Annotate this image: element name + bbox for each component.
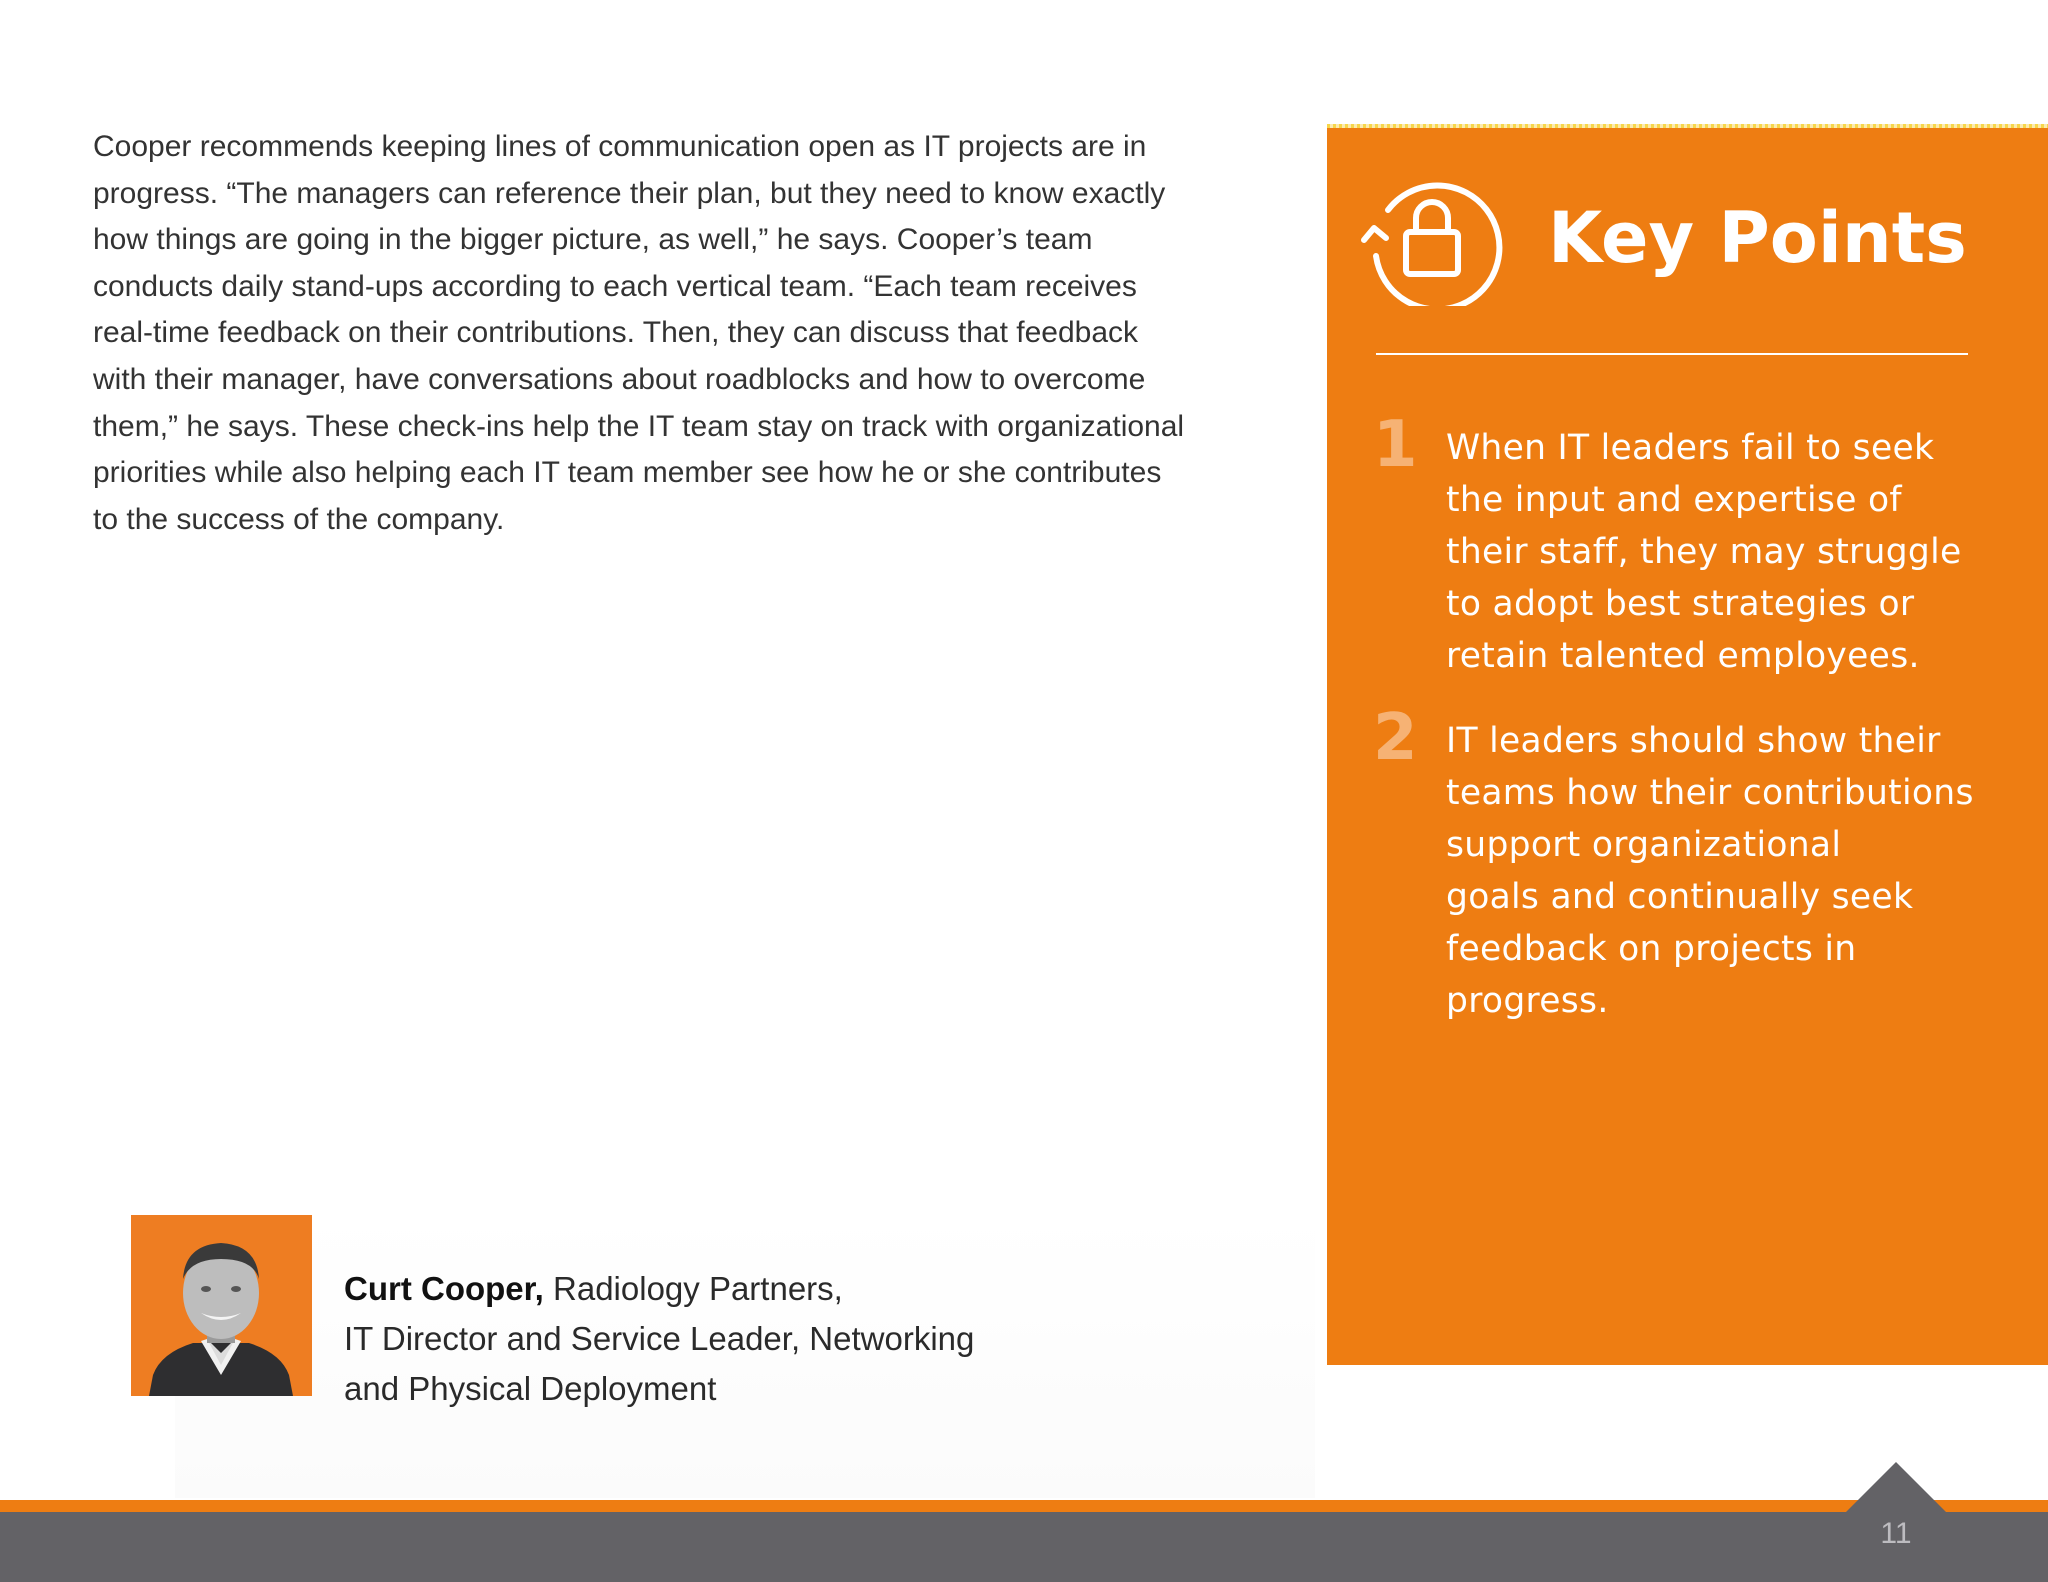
key-points-title: Key Points	[1548, 197, 1967, 279]
footer-accent-stripe	[0, 1500, 2048, 1512]
key-points-panel-edge	[1327, 124, 2048, 128]
body-paragraph: Cooper recommends keeping lines of communication open as IT projects are in progress. “The managers can reference their plan, but they need to know exactly how things are going in the bigger picture, as well,” he says. Cooper’s team conducts daily stand-ups according to each vertical team. “Each team receives real-time feedback on their contributions. Then, they can discuss that feedback with their manager, have conversations about roadblocks and how to overcome them,” he says. These check-ins help the IT team stay on track with organizational priorities while also helping each IT team member see how he or she contributes to the success of the company.	[93, 130, 1185, 536]
key-point-number: 2	[1373, 701, 1418, 775]
profile-caption	[344, 1264, 1104, 1414]
page-number-tab	[1846, 1462, 1946, 1512]
profile-title-line-2: and Physical Deployment	[344, 1370, 717, 1407]
profile-organization: Radiology Partners,	[543, 1270, 843, 1307]
key-points-divider	[1376, 353, 1968, 355]
lock-refresh-icon	[1360, 170, 1506, 306]
avatar	[131, 1215, 312, 1396]
page-number: 11	[1880, 1517, 1912, 1550]
profile-name: Curt Cooper,	[344, 1270, 544, 1307]
portrait-photo	[131, 1215, 312, 1396]
key-point-number: 1	[1373, 408, 1418, 482]
footer-bar	[0, 1512, 2048, 1582]
key-point-text: When IT leaders fail to seek the input and expertise of their staff, they may struggle to adopt best strategies or retain talented employees.	[1446, 428, 1962, 676]
profile-name-line	[344, 1264, 1104, 1314]
profile-title-line-1: IT Director and Service Leader, Networking	[344, 1320, 975, 1357]
key-point-text: IT leaders should show their teams how their contributions support organizational goals and continually seek feedback on projects in progress.	[1446, 721, 1974, 1021]
